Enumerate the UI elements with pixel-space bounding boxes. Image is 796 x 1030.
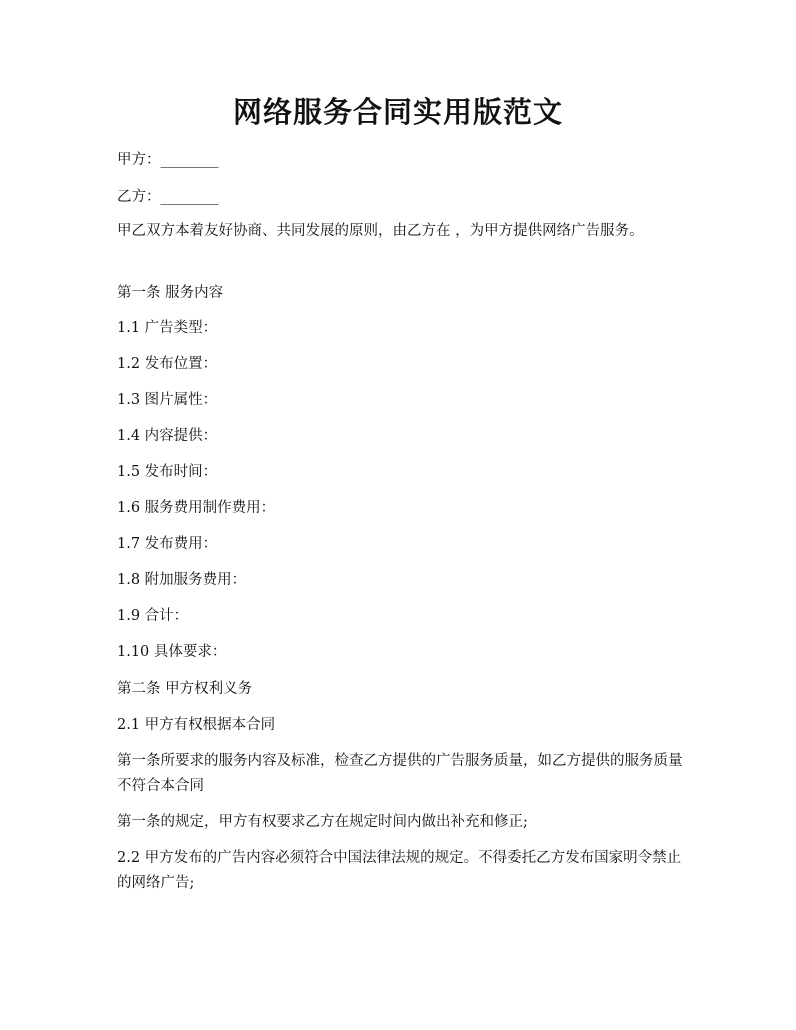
clause-1-7: 1.7 发布费用： — [117, 536, 218, 552]
party-a-line: 甲方：________ — [117, 152, 219, 168]
clause-1-2: 1.2 发布位置： — [117, 356, 218, 372]
clause-1-9: 1.9 合计： — [117, 608, 189, 624]
clause-1-1: 1.1 广告类型： — [117, 320, 218, 336]
clause-1-3: 1.3 图片属性： — [117, 392, 218, 408]
clause-2-1: 2.1 甲方有权根据本合同 — [117, 717, 276, 733]
clause-1-10: 1.10 具体要求： — [117, 644, 227, 660]
preamble-paragraph: 甲乙双方本着友好协商、共同发展的原则，由乙方在 ，为甲方提供网络广告服务。 — [117, 223, 644, 239]
party-b-line: 乙方：________ — [117, 189, 219, 205]
document-title: 网络服务合同实用版范文 — [232, 95, 563, 129]
clause-1-4: 1.4 内容提供： — [117, 428, 218, 444]
clause-1-6: 1.6 服务费用制作费用： — [117, 500, 276, 516]
clause-2-2: 2.2 甲方发布的广告内容必须符合中国法律法规的规定。不得委托乙方发布国家明令禁止的网络广告; — [117, 850, 682, 891]
article-2-heading: 第二条 甲方权利义务 — [117, 681, 253, 697]
article-1-heading: 第一条 服务内容 — [117, 285, 224, 301]
clause-2-1-continued: 第一条的规定，甲方有权要求乙方在规定时间内做出补充和修正; — [117, 814, 528, 830]
clause-2-1-body: 第一条所要求的服务内容及标准，检查乙方提供的广告服务质量，如乙方提供的服务质量不符合本合同 — [117, 753, 683, 794]
clause-1-5: 1.5 发布时间： — [117, 464, 218, 480]
clause-1-8: 1.8 附加服务费用： — [117, 572, 247, 588]
